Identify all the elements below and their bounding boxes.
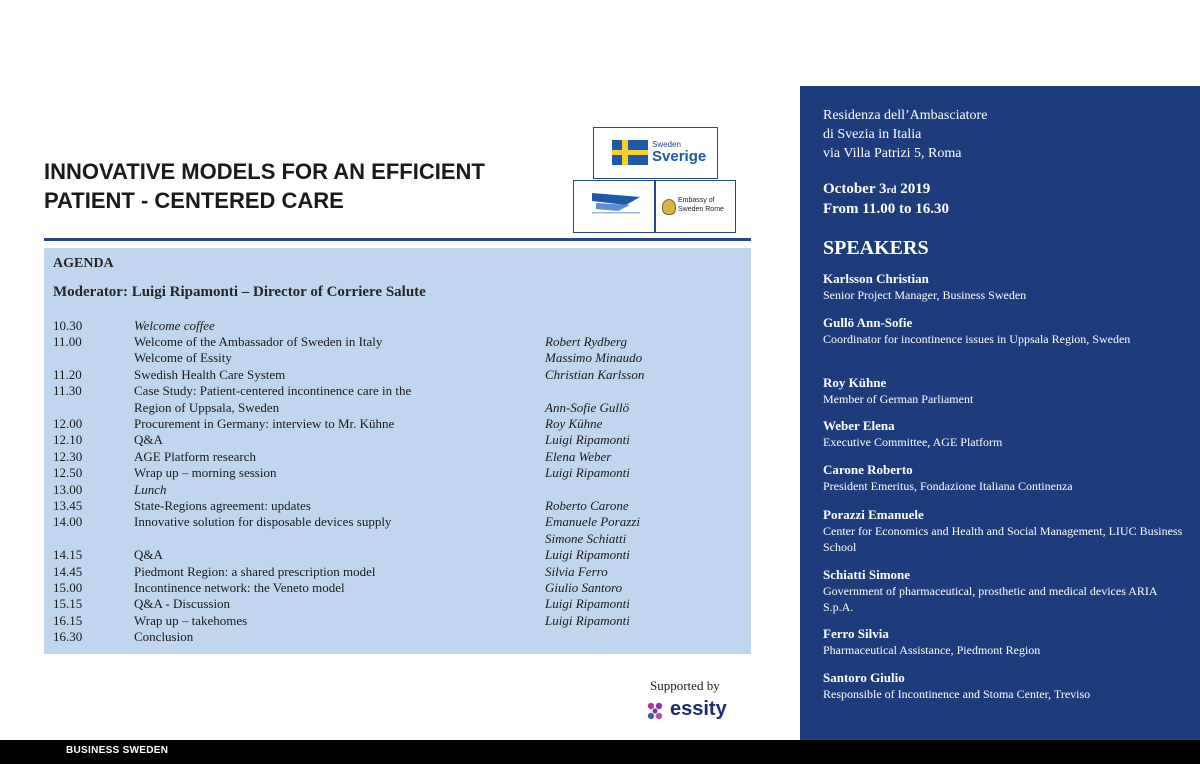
agenda-session: Region of Uppsala, Sweden: [134, 400, 280, 415]
agenda-row: [44, 383, 751, 400]
agenda-session: Welcome coffee: [134, 318, 215, 333]
speaker-name: Schiatti Simone: [823, 567, 911, 582]
agenda-speaker: Robert Rydberg: [545, 334, 627, 349]
agenda-time: 12.50: [53, 465, 83, 480]
business-sweden-footer-logo: BUSINESS SWEDEN: [66, 745, 169, 756]
speaker-entry: [823, 418, 1183, 450]
agenda-row: [44, 416, 751, 433]
business-sweden-emblem-icon: [586, 189, 646, 215]
swedish-flag-icon: [612, 140, 648, 165]
swedish-crest-icon: [662, 199, 676, 215]
agenda-time: 16.30: [53, 629, 83, 644]
agenda-speaker: Giulio Santoro: [545, 580, 623, 595]
agenda-row: [44, 531, 751, 548]
agenda-speaker: Roberto Carone: [545, 498, 629, 513]
supported-by-label: Supported by: [650, 678, 720, 693]
speaker-name: Weber Elena: [823, 418, 895, 433]
agenda-speaker: Luigi Ripamonti: [545, 432, 630, 447]
agenda-session: Procurement in Germany: interview to Mr. Kühne: [134, 416, 395, 431]
agenda-time: 15.15: [53, 596, 83, 611]
speaker-role: Member of German Parliament: [823, 392, 974, 406]
speaker-name: Gullö Ann-Sofie: [823, 315, 913, 330]
agenda-session: Conclusion: [134, 629, 194, 644]
agenda-row: [44, 482, 751, 499]
speaker-name: Carone Roberto: [823, 462, 913, 477]
essity-wordmark: essity: [670, 698, 727, 720]
embassy-logo-text: Embassy of Sweden Rome: [678, 197, 724, 213]
agenda-session: Case Study: Patient-centered incontinence care in the: [134, 383, 412, 398]
speaker-role: Center for Economics and Health and Social Management, LIUC Business School: [823, 524, 1183, 554]
agenda-row: [44, 547, 751, 564]
logo-group: [573, 127, 738, 233]
agenda-heading: AGENDA: [53, 256, 114, 271]
agenda-session: Welcome of Essity: [134, 350, 232, 365]
agenda-session: State-Regions agreement: updates: [134, 498, 311, 513]
agenda-panel: [44, 248, 751, 654]
speaker-name: Roy Kühne: [823, 375, 887, 390]
agenda-row: [44, 613, 751, 630]
agenda-row: [44, 350, 751, 367]
agenda-time: 12.30: [53, 449, 83, 464]
agenda-session: Innovative solution for disposable devices supply: [134, 514, 392, 529]
agenda-speaker: Simone Schiatti: [545, 531, 627, 546]
agenda-speaker: Luigi Ripamonti: [545, 465, 630, 480]
event-title: [44, 157, 564, 215]
event-title-line-2: PATIENT - CENTERED CARE: [44, 188, 344, 213]
speaker-entry: [823, 670, 1183, 702]
event-date: October 3rd 2019: [823, 181, 931, 197]
agenda-row: [44, 596, 751, 613]
speaker-entry: [823, 462, 1183, 494]
agenda-moderator: Moderator: Luigi Ripamonti – Director of Corriere Salute: [53, 284, 426, 300]
sweden-logo-big-text: Sverige: [652, 148, 707, 165]
sweden-sverige-logo: [593, 127, 718, 179]
agenda-session: Welcome of the Ambassador of Sweden in Italy: [134, 334, 383, 349]
speaker-name: Porazzi Emanuele: [823, 507, 924, 522]
agenda-speaker: Ann-Sofie Gullö: [545, 400, 630, 415]
agenda-time: 12.10: [53, 432, 83, 447]
speaker-role: Senior Project Manager, Business Sweden: [823, 288, 1027, 302]
speaker-role: Coordinator for incontinence issues in Uppsala Region, Sweden: [823, 332, 1131, 346]
event-hours: From 11.00 to 16.30: [823, 201, 949, 217]
agenda-row: [44, 629, 751, 646]
agenda-row: [44, 367, 751, 384]
agenda-session: Incontinence network: the Veneto model: [134, 580, 345, 595]
agenda-time: 15.00: [53, 580, 83, 595]
embassy-logo: [655, 180, 736, 233]
agenda-speaker: Massimo Minaudo: [545, 350, 643, 365]
agenda-session: Q&A - Discussion: [134, 596, 231, 611]
agenda-session: Q&A: [134, 432, 163, 447]
agenda-row: [44, 498, 751, 515]
venue-line-1: Residenza dell’Ambasciatore: [823, 108, 988, 123]
venue-line-2: di Svezia in Italia: [823, 127, 922, 142]
agenda-time: 10.30: [53, 318, 83, 333]
agenda-row: [44, 334, 751, 351]
agenda-time: 14.15: [53, 547, 83, 562]
speaker-entry: [823, 271, 1183, 303]
agenda-session: Swedish Health Care System: [134, 367, 286, 382]
agenda-row: [44, 514, 751, 531]
agenda-row: [44, 318, 751, 335]
speaker-entry: [823, 375, 1183, 407]
speaker-role: Executive Committee, AGE Platform: [823, 435, 1003, 449]
agenda-row: [44, 580, 751, 597]
agenda-row: [44, 564, 751, 581]
event-title-line-1: INNOVATIVE MODELS FOR AN EFFICIENT: [44, 159, 485, 184]
agenda-time: 14.00: [53, 514, 83, 529]
speaker-entry: [823, 507, 1183, 555]
agenda-session: Piedmont Region: a shared prescription model: [134, 564, 376, 579]
sweden-logo-small-text: Sweden: [652, 140, 681, 149]
venue-block: [823, 106, 987, 163]
agenda-session: Wrap up – morning session: [134, 465, 277, 480]
speaker-name: Ferro Silvia: [823, 626, 889, 641]
speaker-entry: [823, 315, 1183, 347]
agenda-speaker: Roy Kühne: [545, 416, 603, 431]
agenda-time: 11.20: [53, 367, 82, 382]
speaker-role: President Emeritus, Fondazione Italiana Continenza: [823, 479, 1073, 493]
agenda-time: 12.00: [53, 416, 83, 431]
info-sidebar: [800, 86, 1200, 740]
agenda-time: 16.15: [53, 613, 83, 628]
agenda-time: 11.00: [53, 334, 82, 349]
essity-mark-icon: [645, 701, 665, 721]
agenda-session: Lunch: [134, 482, 167, 497]
agenda-time: 14.45: [53, 564, 83, 579]
agenda-session: Wrap up – takehomes: [134, 613, 248, 628]
agenda-session: Q&A: [134, 547, 163, 562]
agenda-speaker: Luigi Ripamonti: [545, 596, 630, 611]
agenda-time: 13.00: [53, 482, 83, 497]
agenda-speaker: Christian Karlsson: [545, 367, 645, 382]
agenda-speaker: Luigi Ripamonti: [545, 613, 630, 628]
agenda-row: [44, 449, 751, 466]
speaker-name: Santoro Giulio: [823, 670, 905, 685]
agenda-row: [44, 465, 751, 482]
agenda-speaker: Emanuele Porazzi: [545, 514, 640, 529]
speakers-heading: SPEAKERS: [823, 237, 929, 259]
agenda-row: [44, 432, 751, 449]
agenda-time: 13.45: [53, 498, 83, 513]
speaker-role: Government of pharmaceutical, prosthetic and medical devices ARIA S.p.A.: [823, 584, 1157, 614]
speaker-entry: [823, 567, 1183, 615]
footer-bar: [0, 740, 1200, 764]
agenda-speaker: Elena Weber: [545, 449, 612, 464]
title-divider: [44, 238, 751, 241]
speaker-role: Pharmaceutical Assistance, Piedmont Region: [823, 643, 1041, 657]
agenda-time: 11.30: [53, 383, 82, 398]
agenda-speaker: Silvia Ferro: [545, 564, 608, 579]
date-block: [823, 180, 949, 219]
speaker-name: Karlsson Christian: [823, 271, 929, 286]
agenda-row: [44, 400, 751, 417]
speaker-role: Responsible of Incontinence and Stoma Center, Treviso: [823, 687, 1091, 701]
agenda-session: AGE Platform research: [134, 449, 257, 464]
agenda-speaker: Luigi Ripamonti: [545, 547, 630, 562]
business-sweden-logo: [573, 180, 655, 233]
venue-line-3: via Villa Patrizi 5, Roma: [823, 146, 962, 161]
speaker-entry: [823, 626, 1183, 658]
